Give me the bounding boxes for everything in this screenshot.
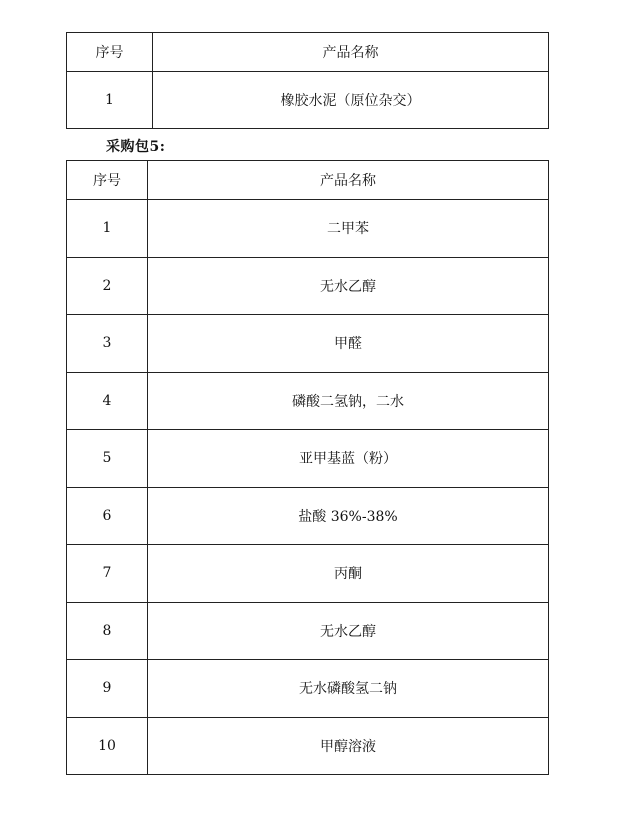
cell-product-name: 盐酸 36%-38% (148, 487, 549, 545)
cell-index: 7 (67, 545, 148, 603)
cell-index: 1 (67, 200, 148, 258)
package-heading: 采购包5: (106, 139, 166, 155)
cell-product-name: 甲醛 (148, 315, 549, 373)
table-row (67, 545, 549, 603)
header-product-name: 产品名称 (153, 33, 549, 72)
cell-product-name: 磷酸二氢钠，二水 (148, 372, 549, 430)
cell-index: 9 (67, 660, 148, 718)
table-row (67, 72, 549, 129)
cell-product-name: 无水乙醇 (148, 257, 549, 315)
product-table-package-5 (66, 160, 549, 775)
header-product-name: 产品名称 (148, 161, 549, 200)
table-row (67, 602, 549, 660)
table-row (67, 200, 549, 258)
cell-index: 1 (67, 72, 153, 129)
cell-product-name: 丙酮 (148, 545, 549, 603)
cell-index: 3 (67, 315, 148, 373)
table-row (67, 430, 549, 488)
table-row (67, 487, 549, 545)
table-header-row (67, 33, 549, 72)
cell-index: 2 (67, 257, 148, 315)
cell-index: 4 (67, 372, 148, 430)
cell-index: 6 (67, 487, 148, 545)
table-row (67, 717, 549, 775)
cell-index: 10 (67, 717, 148, 775)
cell-product-name: 无水磷酸氢二钠 (148, 660, 549, 718)
header-index: 序号 (67, 33, 153, 72)
cell-product-name: 无水乙醇 (148, 602, 549, 660)
table-header-row (67, 161, 549, 200)
cell-index: 8 (67, 602, 148, 660)
cell-product-name: 亚甲基蓝（粉） (148, 430, 549, 488)
table-row (67, 372, 549, 430)
table-row (67, 660, 549, 718)
cell-product-name: 甲醇溶液 (148, 717, 549, 775)
header-index: 序号 (67, 161, 148, 200)
cell-product-name: 二甲苯 (148, 200, 549, 258)
product-table-previous (66, 32, 549, 129)
cell-product-name: 橡胶水泥（原位杂交） (153, 72, 549, 129)
cell-index: 5 (67, 430, 148, 488)
table-row (67, 315, 549, 373)
table-row (67, 257, 549, 315)
